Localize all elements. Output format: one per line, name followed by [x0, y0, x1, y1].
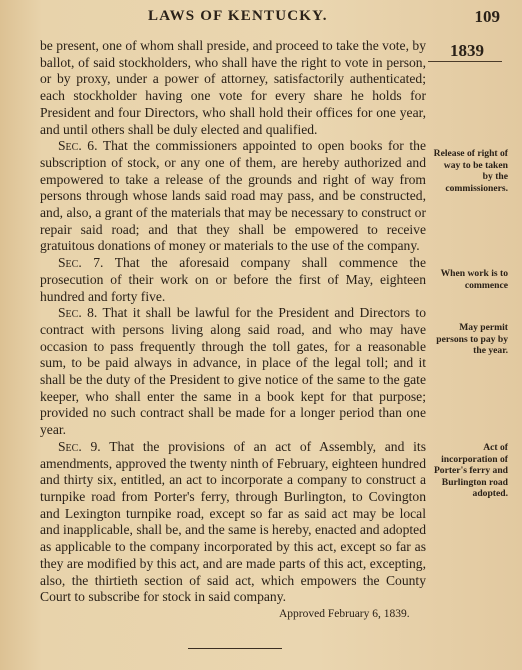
section-6 [40, 138, 426, 255]
margin-note-pay-by-year: May permit persons to pay by the year. [436, 322, 508, 356]
margin-year-rule [428, 61, 502, 62]
section-text: That the commissioners appointed to open books for the subscription of stock, or any one of them, are hereby authorized and empowered to take a release of the grounds and right of way from persons through whose lands said road may pass, and be constructed, and, also, a grant of the materials that may be necessary to construct or repair said road; and that they shall be empowered to receive gratuitous donations of money or materials to the use of the company. [40, 138, 426, 254]
margin-year: 1839 [450, 41, 484, 60]
margin-note-act-adopted: Act of incorporation of Porter's ferry and Burlington road adopted. [433, 442, 508, 499]
section-text: That it shall be lawful for the President and Directors to contract with persons living along said road, and who may have occasion to pass frequently through the toll gates, for a reasonable sum, to be paid always in advance, in place of the legal toll; and it shall be the duty of the President to give notice of the same to the gate keeper, who shall enter the same in a book kept for that purpose; provided no such contract shall be made for a longer period than one year. [40, 305, 426, 438]
margin-note-commence: When work is to commence [440, 268, 508, 291]
section-label: Sec. 8. [58, 305, 98, 321]
section-7 [40, 255, 426, 305]
section-label: Sec. 7. [58, 255, 104, 271]
closing-rule [188, 648, 282, 649]
page-header [0, 6, 522, 28]
margin-note-release: Release of right of way to be taken by the commissioners. [433, 148, 508, 194]
page-number: 109 [474, 7, 500, 26]
body-text [40, 38, 426, 606]
section-text: That the provisions of an act of Assembly, and its amendments, approved the twenty ninth of February, eighteen hundred and thirty six, entitled, an act to incorporate a company to construct a turnpike road from Porter's ferry, through Burlington, to Covington and Lexington turnpike road, except so far as said act may be local and inapplicable, shall be, and the same is hereby, enacted and adopted as applicable to the company incorporated by this act, except so far as they are modified by this act, and are made parts of this act, excepting, also, the thirtieth section of said act, which empowers the County Court to subscribe for stock in said company. [40, 438, 426, 605]
section-text: That the aforesaid company shall commence the prosecution of their work on or before the first of May, eighteen hundred and forty five. [40, 255, 426, 304]
approval-line: Approved February 6, 1839. [279, 608, 410, 620]
section-8 [40, 305, 426, 439]
continuation-paragraph: be present, one of whom shall preside, and proceed to take the vote, by ballot, of said stockholders, who shall have the right to vote in person, or by proxy, under a power of attorney, satisfactorily authenticated; each stockholder having one vote for every share he holds for President and four Directors, who shall hold their offices for one year, and until others shall be duly elected and qualified. [40, 38, 426, 137]
section-9 [40, 439, 426, 606]
running-head: LAWS OF KENTUCKY. [148, 8, 328, 24]
section-label: Sec. 6. [58, 138, 98, 154]
section-label: Sec. 9. [58, 438, 101, 454]
